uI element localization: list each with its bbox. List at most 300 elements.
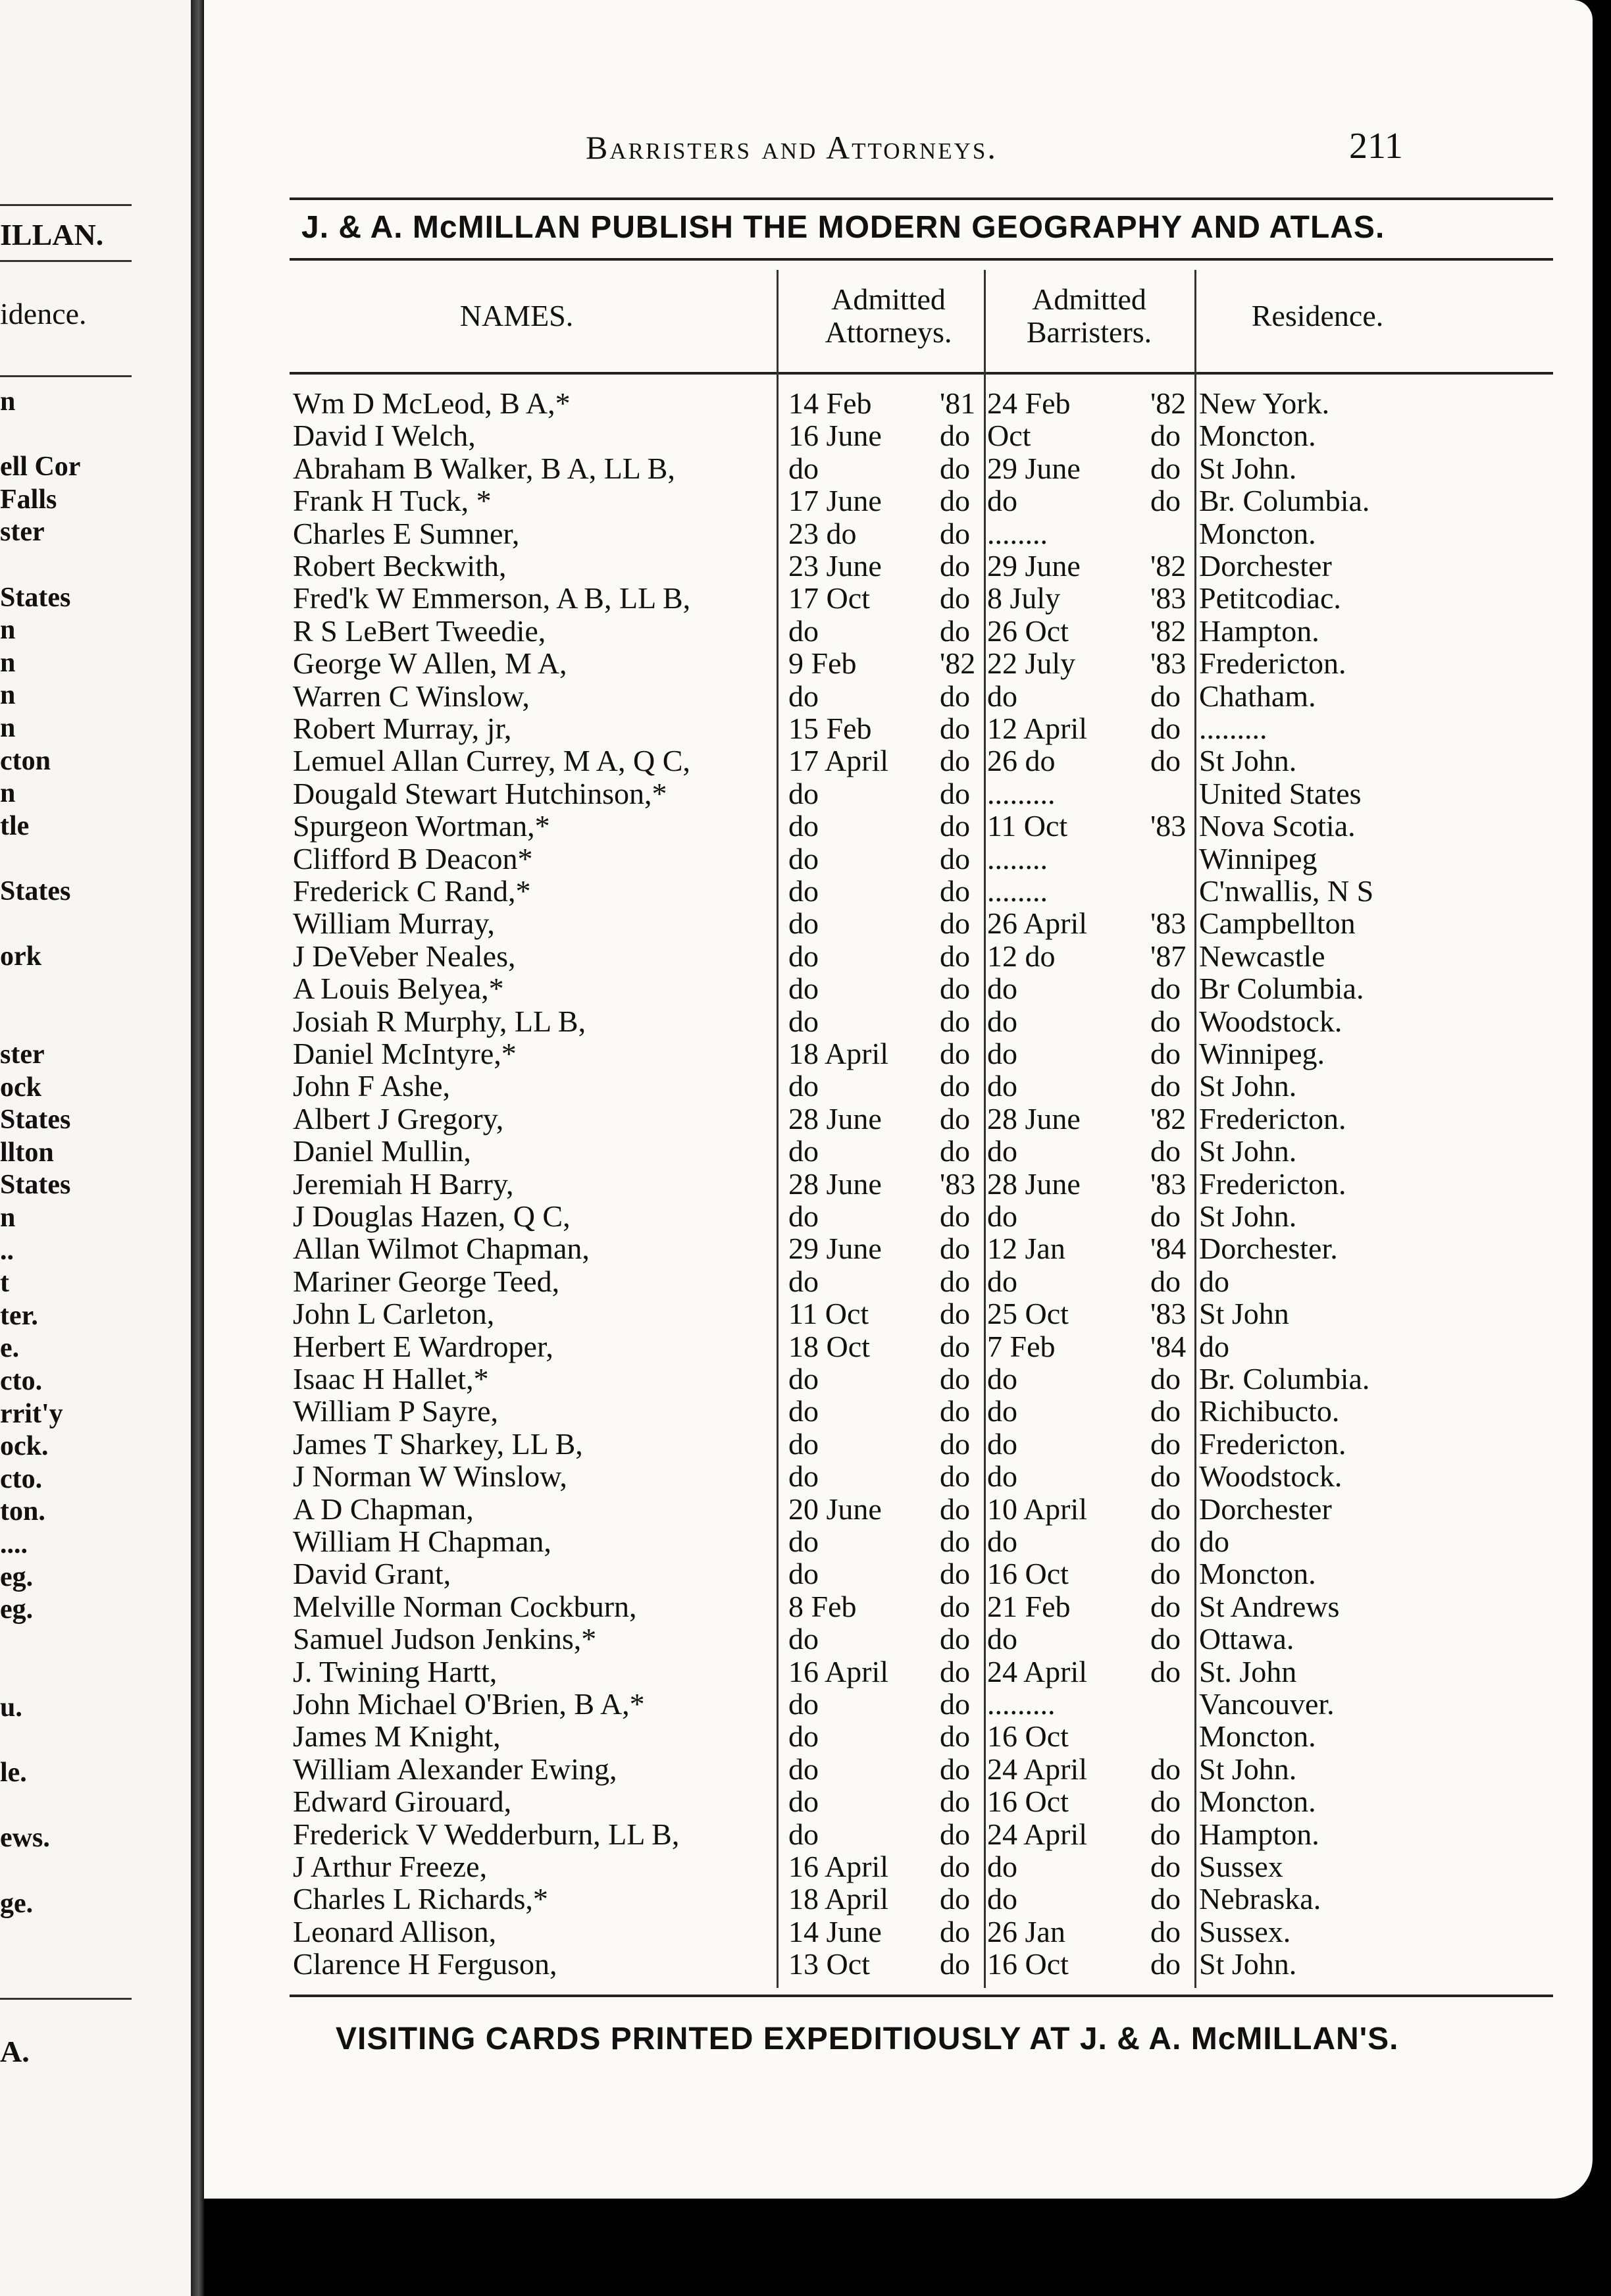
admitted-barrister-year: do	[1150, 1459, 1181, 1494]
admitted-attorney-year: do	[940, 516, 970, 550]
column-header-admitted-attorneys-line1: Admitted	[831, 282, 946, 316]
residence: do	[1199, 1329, 1229, 1363]
table-row	[204, 615, 1593, 648]
admitted-barrister-year: do	[1150, 1004, 1181, 1038]
attorney-name: John Michael O'Brien, B A,*	[293, 1687, 645, 1721]
admitted-attorney-date: 16 April	[788, 1850, 889, 1883]
admitted-barrister-date: ........	[987, 841, 1048, 875]
admitted-attorney-year: do	[940, 1069, 970, 1103]
attorney-name: Wm D McLeod, B A,*	[293, 386, 571, 420]
left-page-line: n	[0, 386, 16, 417]
admitted-attorney-date: do	[788, 1394, 819, 1428]
admitted-barrister-year: do	[1150, 1525, 1181, 1558]
admitted-attorney-year: do	[940, 1947, 970, 1981]
left-page-line: ....	[0, 1529, 28, 1559]
admitted-barrister-year: '84	[1150, 1329, 1187, 1363]
admitted-attorney-year: do	[940, 1199, 970, 1233]
admitted-attorney-year: do	[940, 972, 970, 1006]
admitted-attorney-date: do	[788, 776, 819, 810]
admitted-barrister-year: do	[1150, 484, 1181, 518]
admitted-attorney-year: do	[940, 1687, 970, 1721]
admitted-attorney-date: do	[788, 1785, 819, 1819]
left-page-line: cto.	[0, 1463, 43, 1494]
admitted-attorney-date: 16 April	[788, 1654, 889, 1688]
admitted-attorney-year: do	[940, 1297, 970, 1331]
admitted-barrister-date: do	[987, 1850, 1017, 1883]
admitted-attorney-date: 18 April	[788, 1882, 889, 1916]
table-row	[204, 1557, 1593, 1590]
left-page-line: t	[0, 1268, 9, 1299]
table-row	[204, 1428, 1593, 1461]
admitted-barrister-date: do	[987, 1069, 1017, 1103]
admitted-barrister-year: '83	[1150, 906, 1187, 941]
residence: Dorchester	[1199, 1492, 1332, 1526]
left-page-line: ton.	[0, 1496, 45, 1527]
admitted-barrister-date: 26 Jan	[987, 1914, 1065, 1948]
residence: C'nwallis, N S	[1199, 874, 1374, 908]
admitted-barrister-date: 12 do	[987, 939, 1056, 973]
left-page-line: n	[0, 615, 16, 646]
admitted-attorney-year: do	[940, 1785, 970, 1819]
attorney-name: J Norman W Winslow,	[293, 1459, 567, 1494]
attorney-name: Clarence H Ferguson,	[293, 1947, 557, 1981]
admitted-barrister-year: do	[1150, 1947, 1181, 1981]
admitted-barrister-date: do	[987, 1004, 1017, 1038]
admitted-attorney-year: do	[940, 679, 970, 713]
left-page-line: ter.	[0, 1300, 38, 1331]
admitted-attorney-date: 17 June	[788, 484, 882, 518]
admitted-attorney-year: do	[940, 1817, 970, 1851]
left-page-line: ell Cor	[0, 452, 81, 483]
admitted-barrister-date: do	[987, 1525, 1017, 1558]
table-row	[204, 1005, 1593, 1038]
attorney-name: Charles E Sumner,	[293, 516, 520, 550]
table-row	[204, 972, 1593, 1005]
left-page-header-fragment: ILLAN.	[0, 218, 104, 251]
table-row	[204, 582, 1593, 615]
residence: Fredericton.	[1199, 1426, 1346, 1461]
admitted-attorney-year: do	[940, 1622, 970, 1656]
table-row	[204, 1688, 1593, 1721]
admitted-barrister-date: 22 July	[987, 646, 1076, 681]
left-page-line: Falls	[0, 484, 57, 515]
running-head: Barristers and Attorneys.	[586, 129, 998, 166]
residence: .........	[1199, 712, 1267, 745]
admitted-attorney-year: do	[940, 1329, 970, 1363]
admitted-barrister-year: do	[1150, 744, 1181, 778]
attorney-name: Samuel Judson Jenkins,*	[293, 1622, 597, 1656]
admitted-attorney-year: '83	[940, 1166, 976, 1201]
top-rule	[290, 197, 1553, 200]
table-row	[204, 1297, 1593, 1330]
table-row	[204, 680, 1593, 713]
admitted-barrister-year: do	[1150, 712, 1181, 745]
residence: New York.	[1199, 386, 1330, 420]
table-row	[204, 1656, 1593, 1688]
residence: Richibucto.	[1199, 1394, 1340, 1428]
admitted-attorney-date: do	[788, 1134, 819, 1168]
admitted-barrister-year: '82	[1150, 613, 1187, 648]
table-row	[204, 1070, 1593, 1103]
residence: Nebraska.	[1199, 1882, 1321, 1916]
admitted-attorney-date: 23 do	[788, 516, 857, 550]
admitted-attorney-year: do	[940, 1134, 970, 1168]
attorney-name: Jeremiah H Barry,	[293, 1166, 514, 1201]
admitted-attorney-date: do	[788, 1817, 819, 1851]
attorney-name: Isaac H Hallet,*	[293, 1362, 489, 1396]
admitted-barrister-date: 28 June	[987, 1101, 1081, 1135]
residence: Vancouver.	[1199, 1687, 1335, 1721]
left-page-line: llton	[0, 1137, 54, 1168]
left-page-bottom-fragment: A.	[0, 2035, 30, 2068]
admitted-barrister-date: 21 Feb	[987, 1589, 1071, 1623]
column-header-admitted-attorneys-line2: Attorneys.	[825, 315, 952, 349]
left-page-line: eg.	[0, 1594, 34, 1625]
admitted-barrister-date: ........	[987, 516, 1048, 550]
attorney-name: Frederick V Wedderburn, LL B,	[293, 1817, 680, 1851]
admitted-attorney-date: do	[788, 1687, 819, 1721]
attorney-name: William Alexander Ewing,	[293, 1752, 617, 1786]
residence: St John.	[1199, 1752, 1297, 1786]
admitted-attorney-year: do	[940, 1719, 970, 1754]
residence: Sussex	[1199, 1850, 1283, 1883]
page-number: 211	[1349, 126, 1403, 167]
residence: Dorchester	[1199, 549, 1332, 583]
residence: Br Columbia.	[1199, 972, 1364, 1006]
table-row	[204, 843, 1593, 875]
attorney-name: J. Twining Hartt,	[293, 1654, 498, 1688]
admitted-barrister-date: 28 June	[987, 1166, 1081, 1201]
admitted-barrister-date: do	[987, 972, 1017, 1006]
table-row	[204, 1265, 1593, 1298]
left-page-line: n	[0, 778, 16, 809]
admitted-barrister-date: .........	[987, 776, 1056, 810]
admitted-barrister-date: 16 Oct	[987, 1719, 1069, 1754]
admitted-barrister-year: do	[1150, 1069, 1181, 1103]
left-page-line: ge.	[0, 1888, 34, 1919]
residence: do	[1199, 1264, 1229, 1298]
admitted-barrister-year: '83	[1150, 581, 1187, 615]
admitted-barrister-year: do	[1150, 1589, 1181, 1623]
admitted-attorney-date: 13 Oct	[788, 1947, 870, 1981]
table-row	[204, 1753, 1593, 1786]
admitted-attorney-year: do	[940, 1654, 970, 1688]
admitted-attorney-date: do	[788, 1362, 819, 1396]
admitted-barrister-year: '82	[1150, 1101, 1187, 1135]
left-page-line: States	[0, 1105, 71, 1135]
left-page-line: n	[0, 713, 16, 743]
admitted-attorney-date: 14 June	[788, 1914, 882, 1948]
residence: Fredericton.	[1199, 646, 1346, 681]
residence: Petitcodiac.	[1199, 581, 1341, 615]
left-page-top-rule	[0, 204, 132, 206]
admitted-attorney-date: do	[788, 841, 819, 875]
left-page-line: States	[0, 876, 71, 906]
residence: Winnipeg	[1199, 841, 1317, 875]
admitted-barrister-date: do	[987, 679, 1017, 713]
admitted-barrister-year: do	[1150, 679, 1181, 713]
table-row	[204, 1395, 1593, 1428]
table-row	[204, 419, 1593, 452]
attorney-name: Robert Murray, jr,	[293, 712, 512, 745]
admitted-attorney-date: do	[788, 1557, 819, 1591]
residence: St John.	[1199, 744, 1297, 778]
residence: United States	[1199, 776, 1362, 810]
table-row	[204, 1103, 1593, 1135]
admitted-attorney-date: do	[788, 1525, 819, 1558]
attorney-name: A Louis Belyea,*	[293, 972, 504, 1006]
residence: Winnipeg.	[1199, 1037, 1325, 1070]
admitted-attorney-year: do	[940, 1232, 970, 1266]
admitted-attorney-year: do	[940, 1752, 970, 1786]
admitted-barrister-year: '87	[1150, 939, 1187, 973]
attorney-name: J Arthur Freeze,	[293, 1850, 488, 1883]
admitted-barrister-date: 26 April	[987, 906, 1088, 941]
residence: Ottawa.	[1199, 1622, 1294, 1656]
residence: Br. Columbia.	[1199, 1362, 1370, 1396]
admitted-attorney-year: do	[940, 549, 970, 583]
residence: St John.	[1199, 1199, 1297, 1233]
left-page-line: ork	[0, 941, 41, 972]
admitted-attorney-date: 28 June	[788, 1101, 882, 1135]
attorney-name: Dougald Stewart Hutchinson,*	[293, 776, 667, 810]
attorney-name: Clifford B Deacon*	[293, 841, 533, 875]
admitted-barrister-date: 11 Oct	[987, 809, 1068, 843]
header-rule	[290, 372, 1553, 375]
admitted-attorney-date: do	[788, 809, 819, 843]
admitted-barrister-year: '84	[1150, 1232, 1187, 1266]
table-row	[204, 1525, 1593, 1558]
table-row	[204, 1785, 1593, 1818]
attorney-name: Warren C Winslow,	[293, 679, 530, 713]
admitted-attorney-date: 23 June	[788, 549, 882, 583]
admitted-attorney-year: do	[940, 874, 970, 908]
admitted-barrister-year: do	[1150, 1752, 1181, 1786]
admitted-attorney-date: do	[788, 1199, 819, 1233]
left-page-line: cton	[0, 745, 51, 776]
admitted-attorney-date: do	[788, 451, 819, 485]
admitted-barrister-date: 7 Feb	[987, 1329, 1056, 1363]
admitted-barrister-date: do	[987, 1037, 1017, 1070]
table-row	[204, 1720, 1593, 1753]
admitted-attorney-date: do	[788, 1459, 819, 1494]
admitted-attorney-year: do	[940, 906, 970, 941]
table-row	[204, 484, 1593, 517]
admitted-attorney-date: do	[788, 1752, 819, 1786]
attorney-name: Lemuel Allan Currey, M A, Q C,	[293, 744, 690, 778]
left-page-line: u.	[0, 1692, 22, 1723]
table-row	[204, 744, 1593, 777]
table-row	[204, 1037, 1593, 1070]
attorney-name: John F Ashe,	[293, 1069, 450, 1103]
column-header-admitted-barristers	[987, 283, 1191, 349]
admitted-attorney-date: 18 Oct	[788, 1329, 870, 1363]
attorney-name: John L Carleton,	[293, 1297, 495, 1331]
admitted-attorney-year: do	[940, 1850, 970, 1883]
attorney-name: Albert J Gregory,	[293, 1101, 504, 1135]
attorney-name: J DeVeber Neales,	[293, 939, 516, 973]
table-row	[204, 387, 1593, 420]
admitted-barrister-year: do	[1150, 1492, 1181, 1526]
residence: Hampton.	[1199, 613, 1319, 648]
attorney-name: Frank H Tuck, *	[293, 484, 492, 518]
admitted-barrister-date: 24 April	[987, 1654, 1088, 1688]
attorney-name: James M Knight,	[293, 1719, 501, 1754]
admitted-barrister-date: do	[987, 1264, 1017, 1298]
attorney-name: R S LeBert Tweedie,	[293, 613, 546, 648]
advertisement-top: J. & A. McMILLAN PUBLISH THE MODERN GEOGRAPHY AND ATLAS.	[301, 210, 1385, 245]
attorney-name: William P Sayre,	[293, 1394, 499, 1428]
admitted-attorney-date: do	[788, 1622, 819, 1656]
attorney-name: Mariner George Teed,	[293, 1264, 560, 1298]
admitted-attorney-date: do	[788, 679, 819, 713]
admitted-attorney-year: do	[940, 1525, 970, 1558]
table-row	[204, 1232, 1593, 1265]
residence: St John.	[1199, 1947, 1297, 1981]
admitted-barrister-date: do	[987, 1362, 1017, 1396]
admitted-barrister-year: do	[1150, 1654, 1181, 1688]
left-page-line: States	[0, 582, 71, 613]
admitted-attorney-year: do	[940, 1101, 970, 1135]
admitted-barrister-year: do	[1150, 1362, 1181, 1396]
left-page-line: eg.	[0, 1561, 34, 1592]
residence: St John	[1199, 1297, 1289, 1331]
admitted-barrister-date: do	[987, 1134, 1017, 1168]
admitted-attorney-year: do	[940, 451, 970, 485]
attorney-name: William H Chapman,	[293, 1525, 551, 1558]
attorney-name: Daniel Mullin,	[293, 1134, 471, 1168]
admitted-attorney-date: do	[788, 613, 819, 648]
admitted-attorney-year: do	[940, 581, 970, 615]
residence: St. John	[1199, 1654, 1297, 1688]
residence: Dorchester.	[1199, 1232, 1338, 1266]
attorney-name: David Grant,	[293, 1557, 451, 1591]
residence: Fredericton.	[1199, 1101, 1346, 1135]
admitted-attorney-year: do	[940, 1394, 970, 1428]
admitted-attorney-year: do	[940, 809, 970, 843]
left-page-column-rule	[0, 375, 132, 377]
attorney-name: George W Allen, M A,	[293, 646, 567, 681]
residence: St John.	[1199, 451, 1297, 485]
residence: Newcastle	[1199, 939, 1325, 973]
admitted-barrister-year: do	[1150, 1785, 1181, 1819]
table-row	[204, 1623, 1593, 1656]
admitted-barrister-year: do	[1150, 972, 1181, 1006]
admitted-attorney-date: do	[788, 874, 819, 908]
left-page-bottom-rule	[0, 1998, 132, 2000]
left-page-line: rrit'y	[0, 1398, 63, 1429]
admitted-attorney-year: '82	[940, 646, 976, 681]
residence: Moncton.	[1199, 1785, 1316, 1819]
admitted-attorney-date: 14 Feb	[788, 386, 872, 420]
admitted-barrister-year: do	[1150, 1426, 1181, 1461]
table-row	[204, 517, 1593, 550]
admitted-attorney-year: do	[940, 776, 970, 810]
column-header-residence: Residence.	[1251, 299, 1384, 332]
residence: Fredericton.	[1199, 1166, 1346, 1201]
left-page-line: ..	[0, 1235, 14, 1266]
admitted-attorney-year: do	[940, 1264, 970, 1298]
attorney-name: Melville Norman Cockburn,	[293, 1589, 637, 1623]
admitted-attorney-date: 8 Feb	[788, 1589, 857, 1623]
admitted-barrister-year: '83	[1150, 646, 1187, 681]
residence: do	[1199, 1525, 1229, 1558]
admitted-attorney-date: do	[788, 1426, 819, 1461]
admitted-attorney-date: do	[788, 972, 819, 1006]
bottom-rule	[290, 1995, 1553, 1997]
residence: Sussex.	[1199, 1914, 1291, 1948]
left-page-line: n	[0, 1203, 16, 1233]
left-page-line: States	[0, 1170, 71, 1201]
table-row	[204, 1590, 1593, 1623]
table-row	[204, 1460, 1593, 1493]
admitted-barrister-year: do	[1150, 419, 1181, 453]
table-row	[204, 452, 1593, 485]
admitted-barrister-date: do	[987, 1882, 1017, 1916]
admitted-barrister-date: 26 do	[987, 744, 1056, 778]
table-row	[204, 1363, 1593, 1396]
table-row	[204, 712, 1593, 745]
admitted-attorney-date: 20 June	[788, 1492, 882, 1526]
admitted-barrister-year: do	[1150, 1264, 1181, 1298]
admitted-attorney-date: do	[788, 1004, 819, 1038]
column-header-admitted-barristers-line1: Admitted	[1032, 282, 1146, 316]
admitted-barrister-year: '83	[1150, 809, 1187, 843]
admitted-attorney-date: 11 Oct	[788, 1297, 869, 1331]
admitted-barrister-year: do	[1150, 1134, 1181, 1168]
attorney-name: James T Sharkey, LL B,	[293, 1426, 583, 1461]
admitted-attorney-year: do	[940, 744, 970, 778]
admitted-attorney-date: 16 June	[788, 419, 882, 453]
admitted-barrister-date: do	[987, 1394, 1017, 1428]
column-header-names: NAMES.	[459, 299, 574, 332]
advertisement-bottom: VISITING CARDS PRINTED EXPEDITIOUSLY AT J. & A. McMILLAN'S.	[336, 2022, 1399, 2056]
admitted-barrister-date: 25 Oct	[987, 1297, 1069, 1331]
residence: Campbellton	[1199, 906, 1356, 941]
admitted-barrister-date: do	[987, 1426, 1017, 1461]
table-row	[204, 1916, 1593, 1948]
table-row	[204, 1135, 1593, 1168]
left-page-rule	[0, 260, 132, 262]
table-row	[204, 1168, 1593, 1201]
residence: St John.	[1199, 1134, 1297, 1168]
admitted-barrister-date: 8 July	[987, 581, 1061, 615]
admitted-barrister-year: do	[1150, 451, 1181, 485]
admitted-barrister-date: 12 April	[987, 712, 1088, 745]
admitted-barrister-year: '83	[1150, 1166, 1187, 1201]
admitted-attorney-year: do	[940, 1557, 970, 1591]
admitted-attorney-year: do	[940, 1492, 970, 1526]
residence: St John.	[1199, 1069, 1297, 1103]
admitted-barrister-year: do	[1150, 1622, 1181, 1656]
left-page-line: e.	[0, 1333, 20, 1364]
table-row	[204, 550, 1593, 583]
admitted-barrister-year: do	[1150, 1557, 1181, 1591]
admitted-barrister-year: do	[1150, 1914, 1181, 1948]
table-row	[204, 1818, 1593, 1851]
admitted-barrister-date: do	[987, 1459, 1017, 1494]
residence: Br. Columbia.	[1199, 484, 1370, 518]
admitted-attorney-year: do	[940, 1426, 970, 1461]
left-page-line: le.	[0, 1758, 27, 1788]
admitted-barrister-year: do	[1150, 1199, 1181, 1233]
admitted-barrister-year: '83	[1150, 1297, 1187, 1331]
right-page	[204, 0, 1593, 2199]
residence: Moncton.	[1199, 419, 1316, 453]
admitted-attorney-year: do	[940, 939, 970, 973]
attorney-name: Edward Girouard,	[293, 1785, 512, 1819]
ad-rule	[290, 258, 1553, 261]
